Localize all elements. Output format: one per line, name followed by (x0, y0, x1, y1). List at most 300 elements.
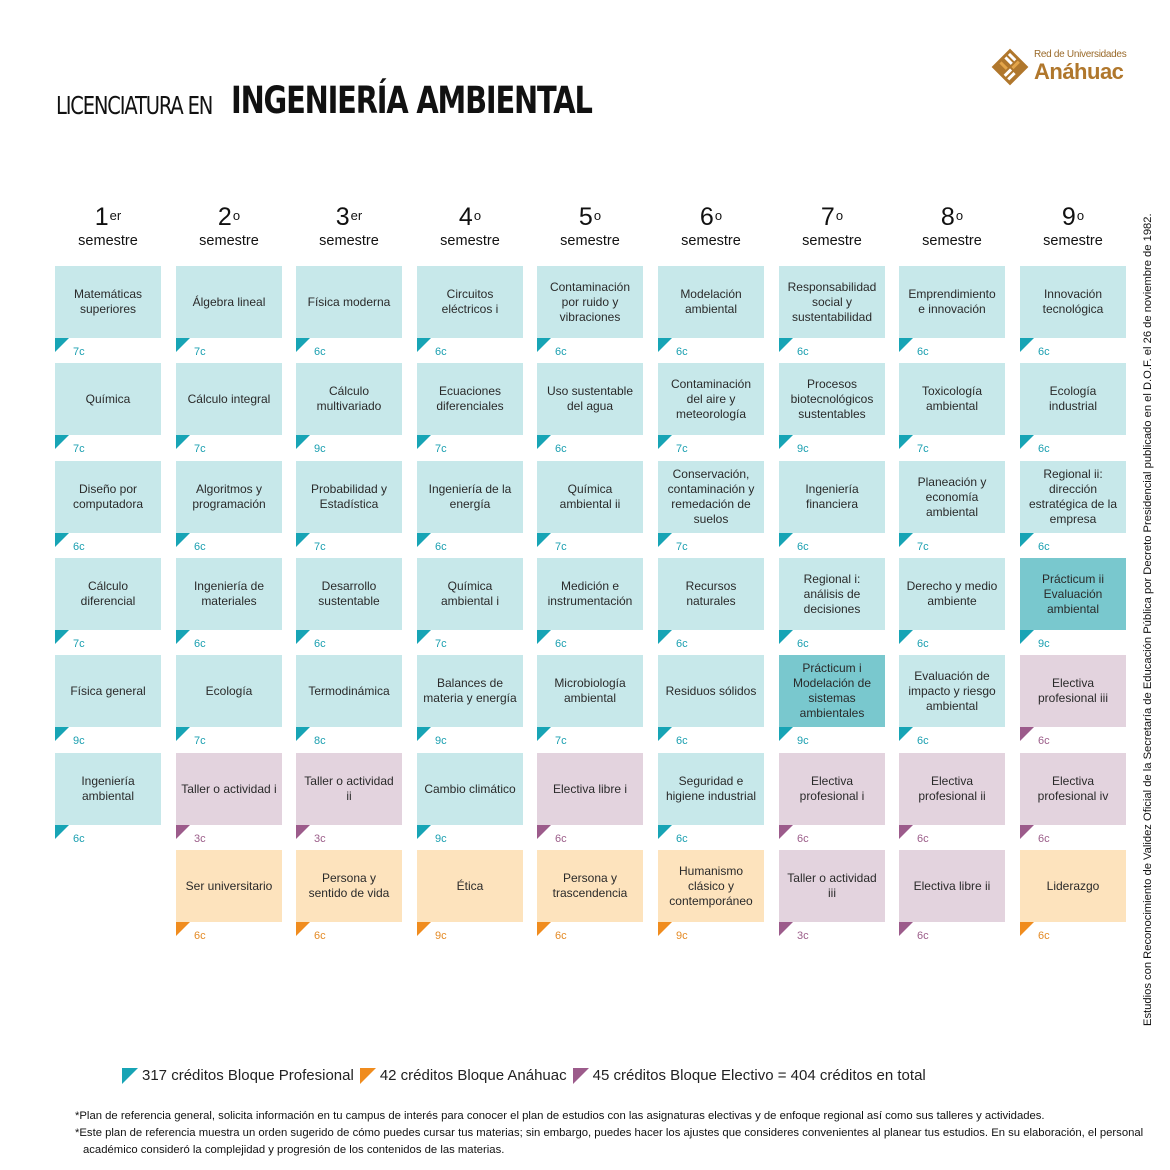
course-card (537, 558, 643, 630)
semester-header (296, 202, 402, 249)
course-name: Innovación tecnológica (1042, 287, 1104, 316)
course-card (176, 363, 282, 435)
course-name: Taller o actividad i (181, 781, 277, 796)
course-name: Evaluación de impacto y riesgo ambiental (908, 668, 996, 713)
course-credits: 7c (435, 638, 447, 650)
credit-triangle-icon (296, 630, 310, 644)
course-name: Física moderna (307, 294, 391, 309)
course-card (899, 461, 1005, 533)
course-credits: 6c (917, 638, 929, 650)
course-name: Probabilidad y Estadística (310, 482, 388, 511)
course-card (417, 655, 523, 727)
credit-triangle-icon (779, 727, 793, 741)
course-card (417, 850, 523, 922)
course-credits: 6c (1038, 930, 1050, 942)
credit-triangle-icon (537, 435, 551, 449)
course-card (417, 266, 523, 338)
legend-label-electivo: 45 créditos Bloque Electivo = 404 créditos en total (592, 1067, 926, 1084)
credit-triangle-icon (55, 338, 69, 352)
credit-triangle-icon (658, 922, 672, 936)
semester-ordinal: o (232, 208, 241, 223)
course-credits: 9c (435, 833, 447, 845)
course-card (658, 850, 764, 922)
course-credits: 6c (797, 833, 809, 845)
course-credits: 6c (1038, 443, 1050, 455)
credit-triangle-icon (176, 630, 190, 644)
credit-triangle-icon (55, 630, 69, 644)
course-credits: 6c (797, 346, 809, 358)
course-credits: 6c (917, 735, 929, 747)
credit-triangle-icon (899, 630, 913, 644)
course-card (1020, 558, 1126, 630)
course-credits: 9c (435, 735, 447, 747)
credit-triangle-icon (658, 338, 672, 352)
course-name: Prácticum ii Evaluación ambiental (1041, 571, 1104, 616)
semester-label: semestre (560, 233, 620, 249)
credit-triangle-icon (779, 533, 793, 547)
credit-triangle-icon (417, 727, 431, 741)
credit-triangle-icon (296, 435, 310, 449)
course-credits: 9c (676, 930, 688, 942)
legend-item-electivo (573, 1067, 926, 1084)
credit-triangle-icon (658, 533, 672, 547)
course-card (537, 266, 643, 338)
course-credits: 6c (1038, 833, 1050, 845)
semester-ordinal: o (714, 208, 723, 223)
course-card (55, 461, 161, 533)
credit-triangle-icon (296, 727, 310, 741)
course-card (55, 753, 161, 825)
legend-label-anahuac: 42 créditos Bloque Anáhuac (379, 1067, 567, 1084)
course-card (779, 753, 885, 825)
course-credits: 7c (314, 541, 326, 553)
course-card (1020, 850, 1126, 922)
course-credits: 7c (73, 638, 85, 650)
course-name: Cambio climático (424, 781, 516, 796)
credit-triangle-icon (899, 435, 913, 449)
course-credits: 6c (194, 638, 206, 650)
legend (122, 1067, 932, 1084)
semester-number (537, 202, 643, 232)
course-name: Cálculo multivariado (316, 384, 382, 413)
legend-triangle-icon (573, 1068, 589, 1084)
course-credits: 6c (555, 833, 567, 845)
course-credits: 6c (314, 638, 326, 650)
credit-triangle-icon (1020, 435, 1034, 449)
course-credits: 3c (797, 930, 809, 942)
legend-triangle-icon (122, 1068, 138, 1084)
credit-triangle-icon (537, 533, 551, 547)
course-credits: 7c (676, 443, 688, 455)
semester-label: semestre (802, 233, 862, 249)
course-name: Física general (70, 683, 146, 698)
course-card (658, 558, 764, 630)
course-name: Humanismo clásico y contemporáneo (669, 863, 753, 908)
course-name: Uso sustentable del agua (546, 384, 634, 413)
course-credits: 9c (1038, 638, 1050, 650)
semester-number (417, 202, 523, 232)
course-credits: 8c (314, 735, 326, 747)
course-name: Residuos sólidos (665, 683, 757, 698)
course-name: Matemáticas superiores (73, 287, 143, 316)
course-card (1020, 655, 1126, 727)
credit-triangle-icon (779, 435, 793, 449)
credit-triangle-icon (417, 533, 431, 547)
credit-triangle-icon (417, 338, 431, 352)
anahuac-logo-icon (990, 48, 1030, 86)
course-card (779, 461, 885, 533)
course-name: Liderazgo (1046, 878, 1100, 893)
credit-triangle-icon (1020, 922, 1034, 936)
semester-number-value: 8 (940, 203, 955, 231)
course-credits: 6c (555, 443, 567, 455)
course-credits: 9c (73, 735, 85, 747)
credit-triangle-icon (899, 922, 913, 936)
logo-small-text: Red de Universidades (1034, 49, 1127, 60)
course-name: Álgebra lineal (192, 294, 266, 309)
course-name: Ingeniería de materiales (193, 579, 265, 608)
course-name: Persona y trascendencia (552, 871, 628, 900)
semester-number-value: 2 (217, 203, 232, 231)
course-name: Contaminación del aire y meteorología (670, 376, 752, 421)
course-credits: 7c (73, 346, 85, 358)
semester-header (779, 202, 885, 249)
course-card (176, 655, 282, 727)
semester-ordinal: er (109, 208, 122, 223)
course-card (899, 558, 1005, 630)
credit-triangle-icon (417, 825, 431, 839)
rvoe-notice (1140, 180, 1156, 1026)
credit-triangle-icon (658, 825, 672, 839)
course-credits: 6c (435, 541, 447, 553)
credit-triangle-icon (296, 825, 310, 839)
course-card (899, 363, 1005, 435)
credit-triangle-icon (1020, 825, 1034, 839)
course-name: Ecología industrial (1048, 384, 1098, 413)
title-main: INGENIERÍA AMBIENTAL (231, 79, 592, 122)
course-card (537, 363, 643, 435)
course-name: Química (85, 391, 131, 406)
page-title (56, 79, 592, 122)
credit-triangle-icon (899, 825, 913, 839)
course-card (176, 753, 282, 825)
credit-triangle-icon (176, 825, 190, 839)
course-name: Emprendimiento e innovación (908, 287, 996, 316)
credit-triangle-icon (417, 630, 431, 644)
credit-triangle-icon (779, 922, 793, 936)
course-card (899, 850, 1005, 922)
anahuac-logo (990, 46, 1127, 90)
semester-number-value: 4 (458, 203, 473, 231)
credit-triangle-icon (537, 727, 551, 741)
course-credits: 3c (314, 833, 326, 845)
semester-label: semestre (78, 233, 138, 249)
course-name: Electiva profesional ii (918, 774, 986, 803)
credit-triangle-icon (176, 727, 190, 741)
course-card (537, 655, 643, 727)
course-credits: 6c (555, 930, 567, 942)
semester-ordinal: o (955, 208, 964, 223)
course-name: Cálculo diferencial (80, 579, 136, 608)
course-name: Contaminación por ruido y vibraciones (549, 279, 631, 324)
course-credits: 7c (555, 541, 567, 553)
credit-triangle-icon (899, 727, 913, 741)
semester-header (658, 202, 764, 249)
course-credits: 7c (917, 541, 929, 553)
semester-number-value: 6 (699, 203, 714, 231)
course-card (899, 753, 1005, 825)
legend-triangle-icon (360, 1068, 376, 1084)
course-card (1020, 461, 1126, 533)
semester-header (537, 202, 643, 249)
course-name: Química ambiental i (440, 579, 500, 608)
course-card (658, 753, 764, 825)
course-name: Prácticum i Modelación de sistemas ambientales (792, 661, 872, 720)
course-credits: 7c (194, 346, 206, 358)
course-credits: 6c (194, 930, 206, 942)
semester-number-value: 9 (1061, 203, 1076, 231)
course-name: Ética (456, 878, 484, 893)
semester-header (899, 202, 1005, 249)
credit-triangle-icon (658, 727, 672, 741)
rvoe-text: Estudios con Reconocimiento de Validez Oficial de la Secretaría de Educación Pública por Decreto Presidencial publicado en el D.O.F. el 26 de noviembre de 1982. (1142, 213, 1154, 1026)
credit-triangle-icon (417, 922, 431, 936)
course-credits: 7c (435, 443, 447, 455)
course-name: Electiva libre ii (913, 878, 991, 893)
course-card (176, 850, 282, 922)
course-name: Toxicología ambiental (921, 384, 983, 413)
course-card (55, 266, 161, 338)
semester-label: semestre (440, 233, 500, 249)
course-name: Circuitos eléctricos i (441, 287, 499, 316)
course-name: Regional i: análisis de decisiones (803, 571, 861, 616)
course-credits: 6c (194, 541, 206, 553)
course-card (658, 363, 764, 435)
semester-ordinal: o (473, 208, 482, 223)
credit-triangle-icon (779, 825, 793, 839)
course-credits: 3c (194, 833, 206, 845)
course-credits: 6c (314, 930, 326, 942)
course-name: Química ambiental ii (559, 482, 621, 511)
semester-header (176, 202, 282, 249)
credit-triangle-icon (176, 338, 190, 352)
credit-triangle-icon (55, 727, 69, 741)
course-name: Ingeniería ambiental (81, 774, 135, 803)
semester-label: semestre (681, 233, 741, 249)
credit-triangle-icon (296, 922, 310, 936)
credit-triangle-icon (537, 825, 551, 839)
credit-triangle-icon (658, 435, 672, 449)
course-credits: 6c (435, 346, 447, 358)
semester-header (55, 202, 161, 249)
semester-label: semestre (319, 233, 379, 249)
credit-triangle-icon (537, 630, 551, 644)
credit-triangle-icon (1020, 630, 1034, 644)
course-name: Regional ii: dirección estratégica de la empresa (1028, 467, 1118, 526)
course-card (417, 558, 523, 630)
course-name: Procesos biotecnológicos sustentables (790, 376, 874, 421)
course-name: Medición e instrumentación (547, 579, 633, 608)
course-name: Electiva profesional i (799, 774, 865, 803)
course-name: Conservación, contaminación y remedación de suelos (667, 467, 755, 526)
course-name: Ecuaciones diferenciales (436, 384, 504, 413)
course-credits: 6c (555, 346, 567, 358)
course-card (55, 655, 161, 727)
credit-triangle-icon (176, 533, 190, 547)
semester-header (1020, 202, 1126, 249)
course-credits: 9c (797, 735, 809, 747)
credit-triangle-icon (658, 630, 672, 644)
course-name: Electiva profesional iv (1037, 774, 1109, 803)
course-card (417, 461, 523, 533)
credit-triangle-icon (899, 533, 913, 547)
footnote: *Este plan de referencia muestra un orden sugerido de cómo puedes cursar tus materias; sin embargo, puedes hacer los ajustes que consideres convenientes al planear tus estudios. En su elaboración, el personal académico consideró la complejidad y progresión de los contenidos de las materias. (75, 1127, 1144, 1156)
semester-label: semestre (199, 233, 259, 249)
course-card (779, 266, 885, 338)
legend-label-profesional: 317 créditos Bloque Profesional (142, 1067, 354, 1084)
course-credits: 9c (314, 443, 326, 455)
course-credits: 6c (1038, 346, 1050, 358)
course-credits: 6c (676, 638, 688, 650)
semester-header (417, 202, 523, 249)
course-name: Seguridad e higiene industrial (665, 774, 757, 803)
course-name: Modelación ambiental (680, 287, 742, 316)
course-name: Persona y sentido de vida (308, 871, 390, 900)
course-name: Balances de materia y energía (423, 676, 517, 705)
course-card (658, 266, 764, 338)
course-name: Desarrollo sustentable (318, 579, 380, 608)
course-card (1020, 363, 1126, 435)
course-card (899, 655, 1005, 727)
course-card (899, 266, 1005, 338)
course-credits: 7c (676, 541, 688, 553)
course-credits: 6c (1038, 735, 1050, 747)
course-credits: 6c (73, 541, 85, 553)
course-card (537, 753, 643, 825)
course-card (176, 266, 282, 338)
footnote: *Plan de referencia general, solicita información en tu campus de interés para conocer el plan de estudios con las asignaturas electivas y de enfoque regional así como sus talleres y actividades. (75, 1110, 1045, 1122)
course-credits: 6c (314, 346, 326, 358)
course-card (296, 558, 402, 630)
credit-triangle-icon (176, 922, 190, 936)
course-name: Electiva libre i (552, 781, 628, 796)
course-card (296, 655, 402, 727)
semester-number (55, 202, 161, 232)
course-credits: 7c (73, 443, 85, 455)
semester-ordinal: o (835, 208, 844, 223)
course-card (779, 363, 885, 435)
semester-ordinal: o (1076, 208, 1085, 223)
logo-big-text: Anáhuac (1034, 59, 1124, 84)
course-card (176, 461, 282, 533)
credit-triangle-icon (296, 338, 310, 352)
course-credits: 6c (917, 346, 929, 358)
course-credits: 7c (194, 443, 206, 455)
course-card (296, 363, 402, 435)
credit-triangle-icon (779, 630, 793, 644)
course-name: Planeación y economía ambiental (917, 474, 987, 519)
semester-ordinal: er (350, 208, 363, 223)
course-card (658, 655, 764, 727)
course-name: Cálculo integral (187, 391, 271, 406)
course-card (417, 753, 523, 825)
title-prefix: LICENCIATURA EN (56, 91, 213, 120)
footnotes (75, 1108, 1155, 1159)
semester-number-value: 3 (335, 203, 350, 231)
course-credits: 6c (1038, 541, 1050, 553)
credit-triangle-icon (55, 533, 69, 547)
course-card (779, 655, 885, 727)
course-card (658, 461, 764, 533)
semester-ordinal: o (593, 208, 602, 223)
course-credits: 6c (676, 833, 688, 845)
course-name: Algoritmos y programación (192, 482, 266, 511)
course-card (296, 850, 402, 922)
semester-number (176, 202, 282, 232)
course-credits: 9c (435, 930, 447, 942)
credit-triangle-icon (779, 338, 793, 352)
credit-triangle-icon (176, 435, 190, 449)
semester-number (658, 202, 764, 232)
course-credits: 6c (73, 833, 85, 845)
course-name: Recursos naturales (685, 579, 737, 608)
course-card (55, 363, 161, 435)
credit-triangle-icon (537, 922, 551, 936)
legend-item-anahuac (360, 1067, 567, 1084)
legend-item-profesional (122, 1067, 354, 1084)
course-name: Electiva profesional iii (1037, 676, 1109, 705)
course-credits: 6c (676, 346, 688, 358)
credit-triangle-icon (55, 435, 69, 449)
course-name: Responsabilidad social y sustentabilidad (787, 279, 877, 324)
course-name: Derecho y medio ambiente (906, 579, 998, 608)
course-name: Diseño por computadora (72, 482, 144, 511)
course-name: Ingeniería financiera (805, 482, 859, 511)
course-name: Ingeniería de la energía (428, 482, 512, 511)
credit-triangle-icon (899, 338, 913, 352)
course-card (176, 558, 282, 630)
course-credits: 6c (797, 638, 809, 650)
course-card (779, 850, 885, 922)
semester-label: semestre (922, 233, 982, 249)
course-card (537, 461, 643, 533)
course-card (55, 558, 161, 630)
course-name: Taller o actividad ii (304, 774, 394, 803)
credit-triangle-icon (1020, 533, 1034, 547)
course-credits: 6c (555, 638, 567, 650)
course-card (296, 461, 402, 533)
course-card (537, 850, 643, 922)
course-credits: 6c (917, 930, 929, 942)
course-name: Taller o actividad iii (787, 871, 877, 900)
course-name: Termodinámica (308, 683, 390, 698)
semester-number-value: 7 (820, 203, 835, 231)
semester-number (296, 202, 402, 232)
course-card (417, 363, 523, 435)
course-name: Microbiología ambiental (554, 676, 626, 705)
course-credits: 7c (194, 735, 206, 747)
semester-number (899, 202, 1005, 232)
course-credits: 6c (917, 833, 929, 845)
course-card (779, 558, 885, 630)
course-name: Ser universitario (185, 878, 273, 893)
course-credits: 9c (797, 443, 809, 455)
semester-label: semestre (1043, 233, 1103, 249)
semester-number-value: 5 (578, 203, 593, 231)
course-name: Ecología (205, 683, 253, 698)
course-card (1020, 753, 1126, 825)
credit-triangle-icon (55, 825, 69, 839)
